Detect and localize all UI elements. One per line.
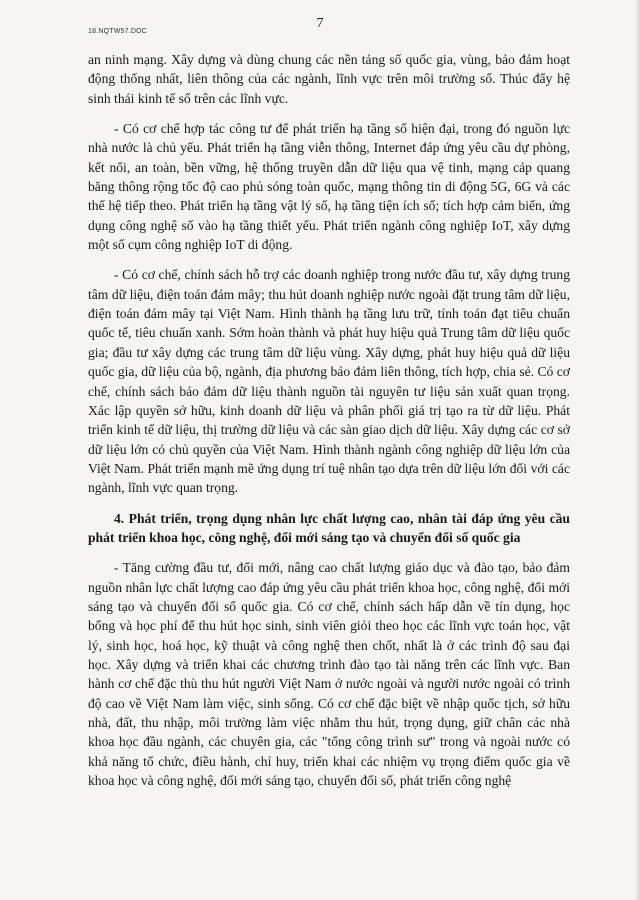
document-code: 18.NQTW57.DOC: [88, 28, 147, 35]
document-body: [88, 50, 570, 790]
paragraph-continuation: an ninh mạng. Xây dựng và dùng chung các nền tảng số quốc gia, vùng, bảo đảm hoạt động thống nhất, liên thông của các ngành, lĩnh vực trên môi trường số. Thúc đẩy hệ sinh thái kinh tế số trên các lĩnh vực.: [88, 52, 570, 106]
paragraph-digital-infrastructure: - Có cơ chế hợp tác công tư để phát triển hạ tầng số hiện đại, trong đó nguồn lực nhà nước là chủ yếu. Phát triển hạ tầng viễn thông, Internet đáp ứng yêu cầu dự phòng, kết nối, an toàn, bền vững, hệ thống truyền dẫn dữ liệu qua vệ tinh, mạng cáp quang băng thông rộng tốc độ cao phủ sóng toàn quốc, mạng thông tin di động 5G, 6G và các thế hệ tiếp theo. Phát triển hạ tầng vật lý số, hạ tầng tiện ích số; tích hợp cảm biến, ứng dụng công nghệ số vào hạ tầng thiết yếu. Phát triển ngành công nghiệp IoT, xây dựng một số cụm công nghiệp IoT di động.: [88, 121, 570, 253]
section-heading-4: 4. Phát triển, trọng dụng nhân lực chất lượng cao, nhân tài đáp ứng yêu cầu phát triển khoa học, công nghệ, đổi mới sáng tạo và chuyển đổi số quốc gia: [88, 510, 570, 545]
page-edge-shadow: [636, 0, 640, 900]
page-number: 7: [316, 16, 324, 31]
paragraph-human-resources: - Tăng cường đầu tư, đổi mới, nâng cao chất lượng giáo dục và đào tạo, bảo đảm nguồn nhân lực chất lượng cao đáp ứng yêu cầu phát triển khoa học, công nghệ, đổi mới sáng tạo và chuyển đổi số quốc gia. Có cơ chế, chính sách hấp dẫn về tín dụng, học bổng và học phí để thu hút học sinh, sinh viên giỏi theo học các lĩnh vực toán học, vật lý, sinh học, hoá học, kỹ thuật và công nghệ then chốt, nhất là ở các trình độ sau đại học. Xây dựng và triển khai các chương trình đào tạo tài năng trên các lĩnh vực. Ban hành cơ chế đặc thù thu hút người Việt Nam ở nước ngoài và người nước ngoài có trình độ cao về Việt Nam làm việc, sinh sống. Có cơ chế đặc biệt về nhập quốc tịch, sở hữu nhà, đất, thu nhập, môi trường làm việc nhằm thu hút, trọng dụng, giữ chân các nhà khoa học đầu ngành, các chuyên gia, các "tổng công trình sư" trong và ngoài nước có khả năng tổ chức, điều hành, chỉ huy, triển khai các nhiệm vụ trọng điểm quốc gia về khoa học và công nghệ, đổi mới sáng tạo, chuyển đổi số, phát triển công nghệ: [88, 560, 570, 789]
paragraph-data-centers: - Có cơ chế, chính sách hỗ trợ các doanh nghiệp trong nước đầu tư, xây dựng trung tâm dữ liệu, điện toán đám mây; thu hút doanh nghiệp nước ngoài đặt trung tâm dữ liệu, điện toán đám mây tại Việt Nam. Hình thành hạ tầng lưu trữ, tính toán đạt tiêu chuẩn quốc tế, tiêu chuẩn xanh. Sớm hoàn thành và phát huy hiệu quả Trung tâm dữ liệu quốc gia; đầu tư xây dựng các trung tâm dữ liệu vùng. Xây dựng, phát huy hiệu quả dữ liệu quốc gia, dữ liệu của bộ, ngành, địa phương bảo đảm liên thông, tích hợp, chia sẻ. Có cơ chế, chính sách bảo đảm dữ liệu thành nguồn tài nguyên tư liệu sản xuất quan trọng. Xác lập quyền sở hữu, kinh doanh dữ liệu và phân phối giá trị tạo ra từ dữ liệu. Phát triển kinh tế dữ liệu, thị trường dữ liệu và các sàn giao dịch dữ liệu. Xây dựng các cơ sở dữ liệu lớn có chủ quyền của Việt Nam. Hình thành ngành công nghiệp dữ liệu lớn của Việt Nam. Phát triển mạnh mẽ ứng dụng trí tuệ nhân tạo dựa trên dữ liệu lớn đối với các ngành, lĩnh vực quan trọng.: [88, 267, 570, 496]
